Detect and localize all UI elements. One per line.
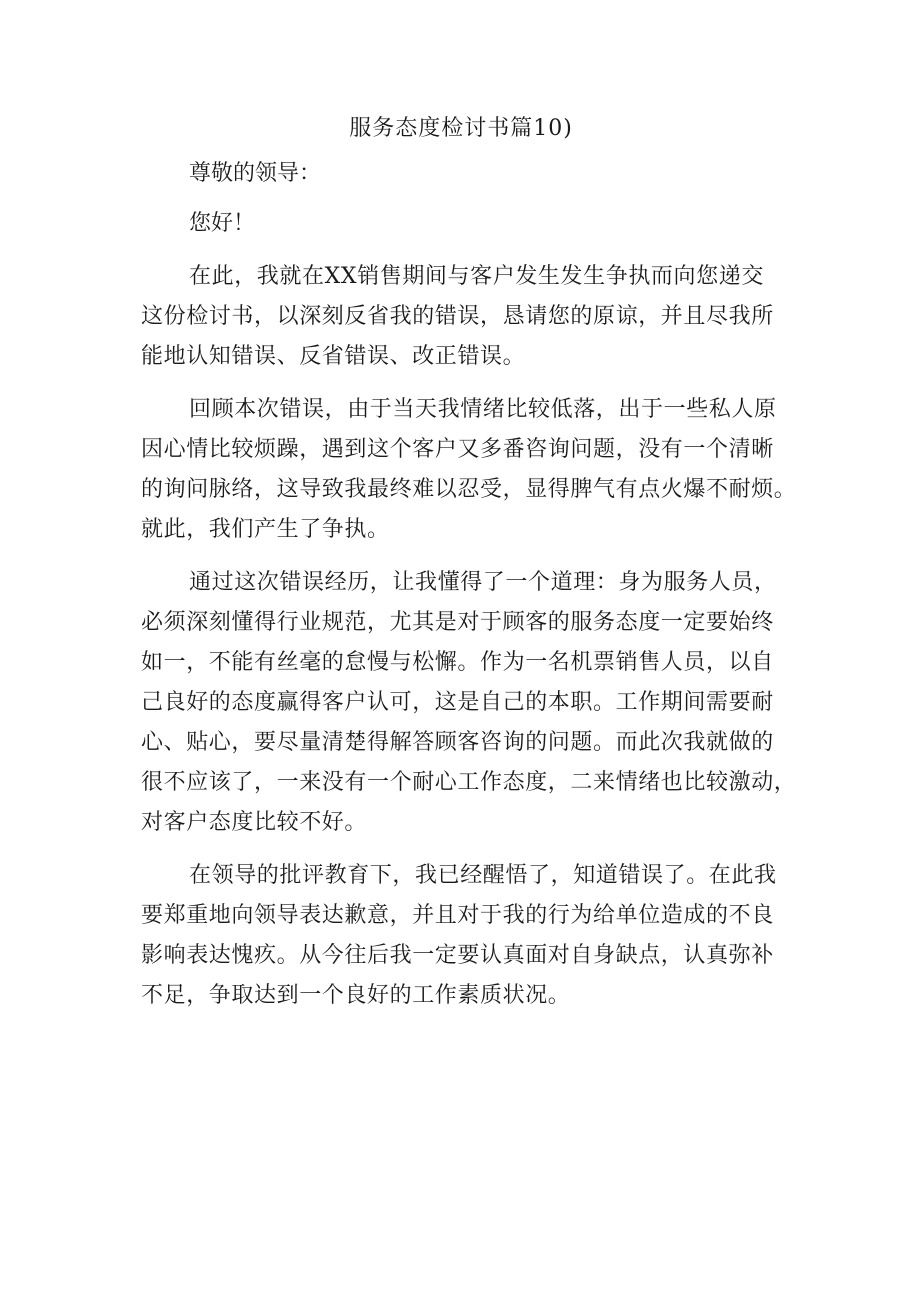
paragraph-line: 如一，不能有丝毫的怠慢与松懈。作为一名机票销售人员，以自 bbox=[141, 650, 774, 675]
salutation: 尊敬的领导： bbox=[189, 161, 322, 186]
paragraph-line: 不足，争取达到一个良好的工作素质状况。 bbox=[141, 983, 571, 1008]
paragraph-4 bbox=[141, 856, 781, 1016]
paragraph-line: 在领导的批评教育下，我已经醒悟了，知道错误了。在此我 bbox=[189, 863, 777, 888]
document-body bbox=[141, 104, 797, 1016]
paragraph-2 bbox=[141, 390, 797, 550]
paragraph-line: 就此，我们产生了争执。 bbox=[141, 517, 390, 542]
paragraph-line: 要郑重地向领导表达歉意，并且对于我的行为给单位造成的不良 bbox=[141, 903, 774, 928]
paragraph-line: 在此，我就在XX销售期间与客户发生发生争执而向您递交 bbox=[189, 264, 764, 289]
paragraph-1 bbox=[141, 257, 781, 377]
document-title: 服务态度检讨书篇10) bbox=[349, 116, 573, 141]
paragraph-line: 很不应该了，一来没有一个耐心工作态度，二来情绪也比较激动， bbox=[141, 770, 797, 795]
paragraph-line: 影响表达愧疚。从今往后我一定要认真面对自身缺点，认真弥补 bbox=[141, 943, 774, 968]
paragraph-line: 这份检讨书，以深刻反省我的错误，恳请您的原谅，并且尽我所 bbox=[141, 304, 774, 329]
paragraph-line: 的询问脉络，这导致我最终难以忍受，显得脾气有点火爆不耐烦。 bbox=[141, 477, 797, 502]
paragraph-line: 通过这次错误经历，让我懂得了一个道理：身为服务人员， bbox=[189, 570, 777, 595]
greeting: 您好！ bbox=[189, 211, 256, 236]
paragraph-line: 对客户态度比较不好。 bbox=[141, 810, 368, 835]
paragraph-line: 己良好的态度赢得客户认可，这是自己的本职。工作期间需要耐 bbox=[141, 690, 774, 715]
paragraph-3 bbox=[141, 563, 797, 843]
paragraph-line: 回顾本次错误，由于当天我情绪比较低落，出于一些私人原 bbox=[189, 397, 777, 422]
paragraph-line: 必须深刻懂得行业规范，尤其是对于顾客的服务态度一定要始终 bbox=[141, 610, 774, 635]
paragraph-line: 心、贴心，要尽量清楚得解答顾客咨询的问题。而此次我就做的 bbox=[141, 730, 774, 755]
paragraph-line: 能地认知错误、反省错误、改正错误。 bbox=[141, 344, 526, 369]
paragraph-line: 因心情比较烦躁，遇到这个客户又多番咨询问题，没有一个清晰 bbox=[141, 437, 774, 462]
